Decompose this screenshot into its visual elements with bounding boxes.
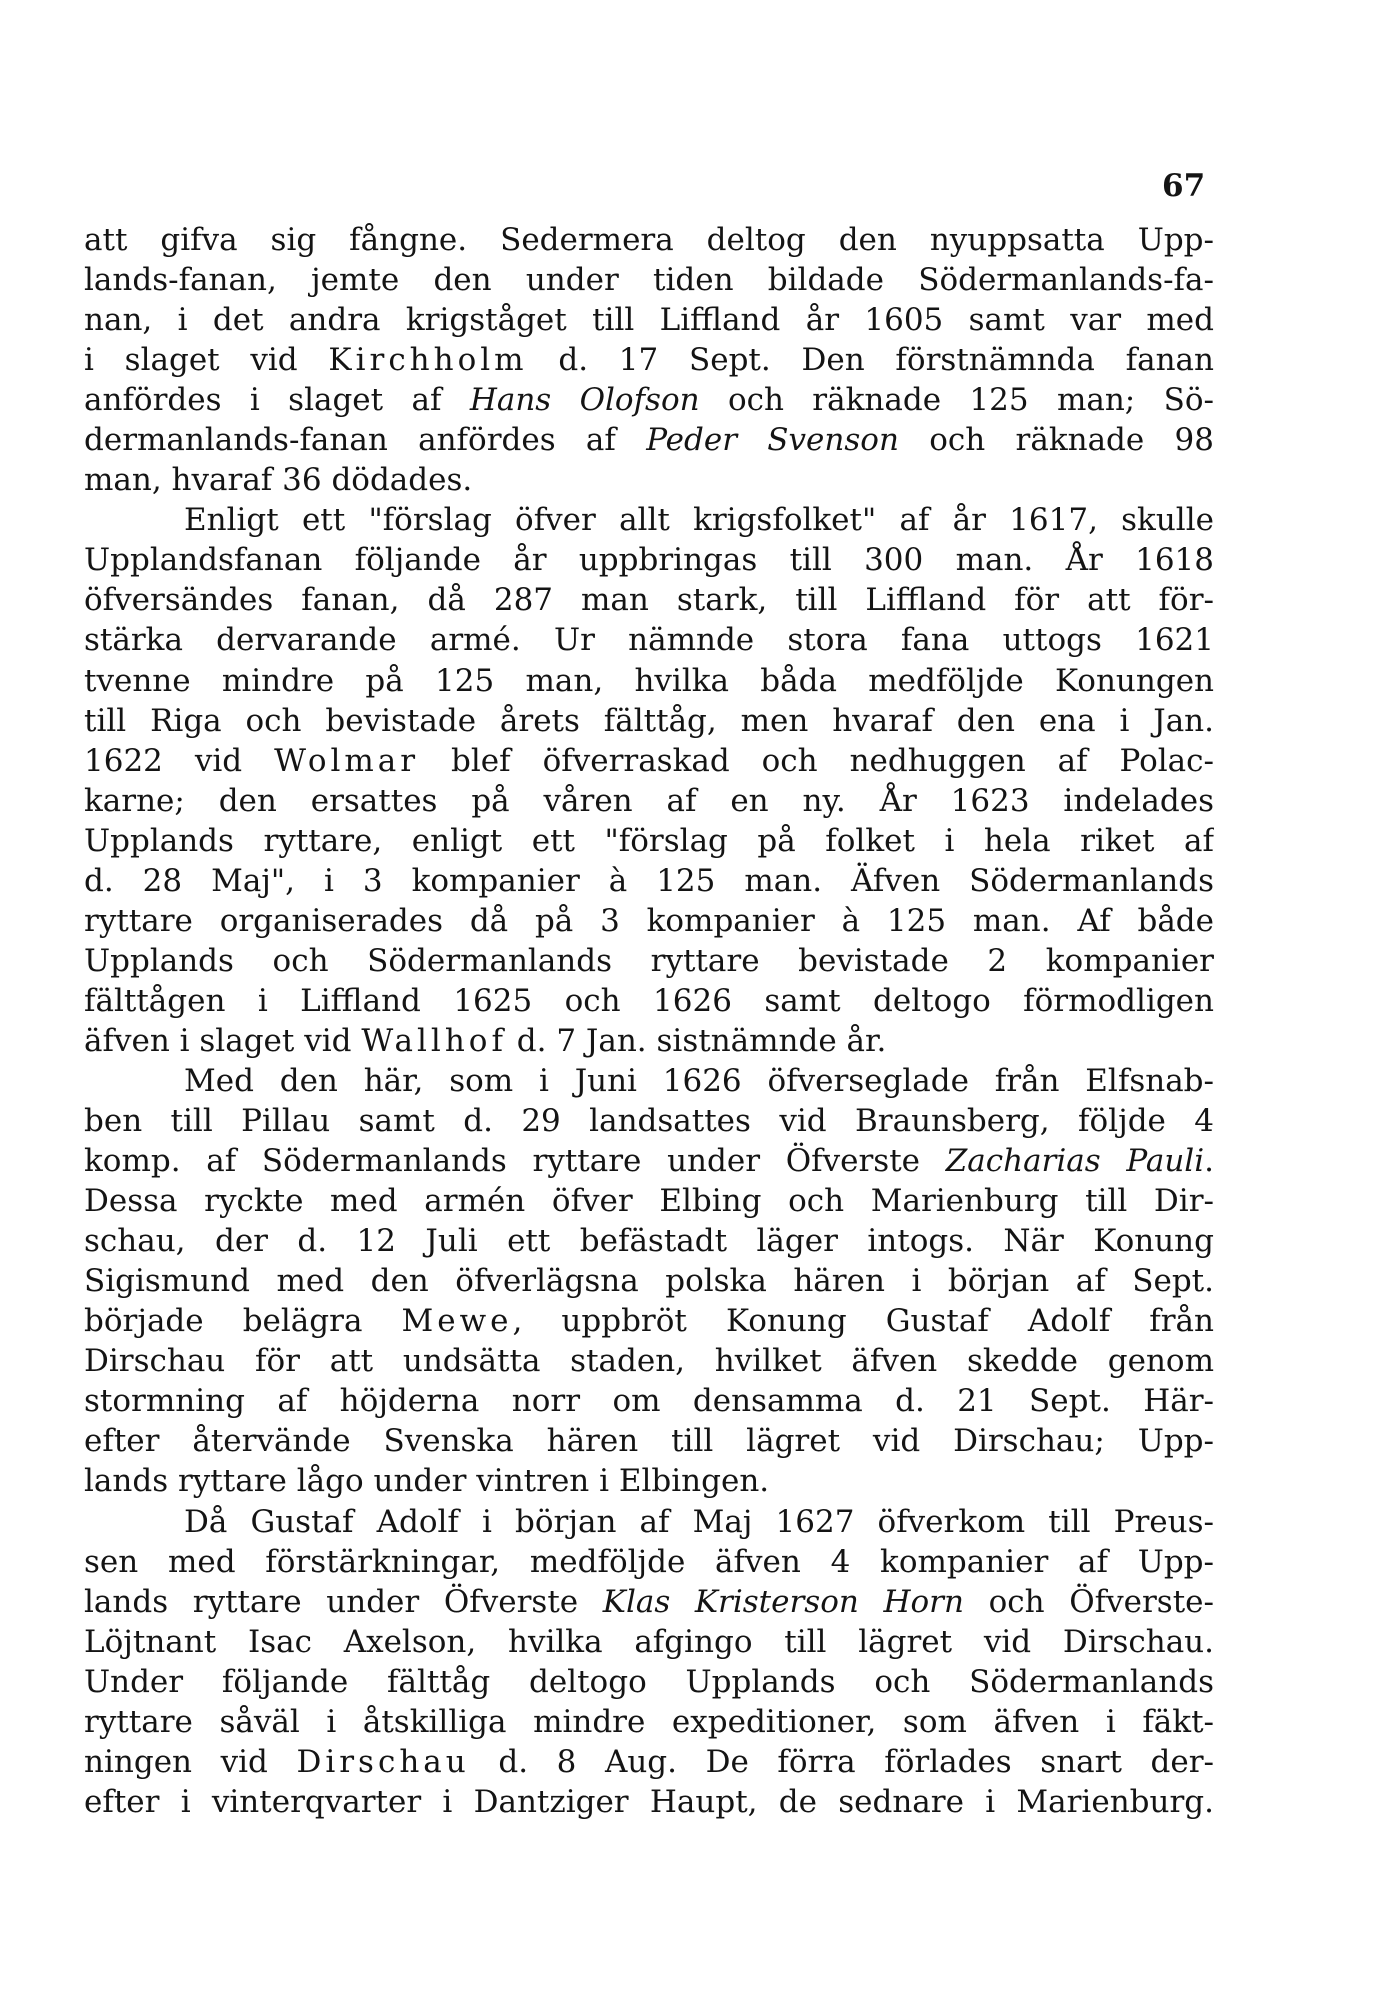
text-span: karne; den ersattes på våren af en ny. År 1623 indelades [84,782,1214,819]
text-line [84,540,1214,580]
text-span: till Riga och bevistade årets fälttåg, men hvaraf den ena i Jan. [84,702,1214,739]
text-span: komp. af Södermanlands ryttare under Öfverste [84,1143,946,1180]
text-line [84,460,1214,500]
text-span: Då Gustaf Adolf i början af Maj 1627 öfverkom till Preus- [184,1503,1214,1540]
text-line [84,901,1214,941]
person-name-italic: Klas Kristerson Horn [602,1583,964,1620]
text-span: ryttare organiserades då på 3 kompanier à 125 man. Af både [84,902,1214,939]
place-name-spaced: Mewe [401,1303,513,1340]
text-span: d. 17 Sept. Den förstnämnda fanan [527,342,1214,379]
text-line [84,861,1214,901]
text-span: d. 8 Aug. De förra förlades snart der- [469,1743,1214,1780]
text-line [84,1702,1214,1742]
text-span: Upplands och Södermanlands ryttare bevistade 2 kompanier [84,942,1214,979]
text-line [84,1181,1214,1221]
text-line [84,1381,1214,1421]
text-span: blef öfverraskad och nedhuggen af Polac- [419,742,1214,779]
text-line [84,1662,1214,1702]
place-name-spaced: Wallhof [361,1022,507,1059]
text-line [84,1782,1214,1822]
text-span: äfven i slaget vid [84,1022,362,1059]
text-line [84,981,1214,1021]
text-span: d. 7 Jan. sistnämnde år. [506,1022,887,1059]
text-line [84,741,1214,781]
text-line [84,1021,1214,1061]
text-line [84,340,1214,380]
text-span: Dirschau för att undsätta staden, hvilket äfven skedde genom [84,1343,1214,1380]
text-span: man, hvaraf 36 dödades. [84,462,473,499]
text-span: Dessa ryckte med armén öfver Elbing och Marienburg till Dir- [84,1183,1214,1220]
text-line [84,1221,1214,1261]
place-name-spaced: Dirschau [296,1743,470,1780]
text-line [84,220,1214,260]
text-span: 1622 vid [84,742,275,779]
text-span: och räknade 125 man; Sö- [699,382,1214,419]
text-span: Upplands ryttare, enligt ett "förslag på folket i hela riket af [84,822,1214,859]
page-number: 67 [1162,168,1206,204]
text-line [84,500,1214,540]
text-line [84,1461,1214,1501]
text-span: d. 28 Maj", i 3 kompanier à 125 man. Äfven Södermanlands [84,862,1214,899]
text-span: och räknade 98 [898,422,1214,459]
text-span: stärka dervarande armé. Ur nämnde stora fana uttogs 1621 [84,622,1214,659]
person-name-italic: Hans Olofson [469,382,700,419]
text-line [84,580,1214,620]
text-line [84,380,1214,420]
text-line [84,701,1214,741]
text-line [84,1742,1214,1782]
text-block [84,220,1214,1822]
text-line [84,1301,1214,1341]
text-span: Enligt ett "förslag öfver allt krigsfolket" af år 1617, skulle [184,502,1214,539]
text-span: stormning af höjderna norr om densamma d. 21 Sept. Här- [84,1383,1214,1420]
text-span: anfördes i slaget af [84,382,470,419]
text-span: öfversändes fanan, då 287 man stark, till Liffland för att för- [84,582,1214,619]
person-name-italic: Peder Svenson [646,422,899,459]
text-line [84,620,1214,660]
text-line [84,260,1214,300]
text-line [84,1341,1214,1381]
text-span: lands-fanan, jemte den under tiden bildade Södermanlands-fa- [84,262,1214,299]
text-span: ben till Pillau samt d. 29 landsattes vid Braunsberg, följde 4 [84,1103,1214,1140]
text-span: ryttare såväl i åtskilliga mindre expeditioner, som äfven i fäkt- [84,1703,1214,1740]
text-line [84,661,1214,701]
text-line [84,1141,1214,1181]
text-span: fälttågen i Liffland 1625 och 1626 samt deltogo förmodligen [84,982,1214,1019]
text-span: , uppbröt Konung Gustaf Adolf från [512,1303,1214,1340]
text-span: att gifva sig fångne. Sedermera deltog den nyuppsatta Upp- [84,222,1214,258]
text-span: efter i vinterqvarter i Dantziger Haupt, de sednare i Marienburg. [84,1783,1214,1820]
text-span: schau, der d. 12 Juli ett befästadt läger intogs. När Konung [84,1223,1214,1260]
place-name-spaced: Wolmar [274,742,420,779]
text-span: i slaget vid [84,342,329,379]
text-span: sen med förstärkningar, medföljde äfven 4 kompanier af Upp- [84,1543,1214,1580]
text-span: lands ryttare under Öfverste [84,1583,603,1620]
person-name-italic: Zacharias Pauli [945,1143,1205,1180]
text-span: började belägra [84,1303,402,1340]
text-line [84,420,1214,460]
text-line [84,1101,1214,1141]
text-span: tvenne mindre på 125 man, hvilka båda medföljde Konungen [84,662,1214,699]
text-span: efter återvände Svenska hären till lägret vid Dirschau; Upp- [84,1423,1214,1460]
text-span: . [1204,1143,1214,1180]
text-span: ningen vid [84,1743,297,1780]
text-span: lands ryttare lågo under vintren i Elbingen. [84,1463,770,1500]
text-span: Med den här, som i Juni 1626 öfverseglade från Elfsnab- [184,1062,1214,1099]
text-line [84,821,1214,861]
text-line [84,1542,1214,1582]
text-span: dermanlands-fanan anfördes af [84,422,647,459]
text-line [84,941,1214,981]
text-span: Sigismund med den öfverlägsna polska hären i början af Sept. [84,1263,1214,1300]
text-line [84,1061,1214,1101]
text-line [84,300,1214,340]
text-line [84,1502,1214,1542]
text-span: Under följande fälttåg deltogo Upplands och Södermanlands [84,1663,1214,1700]
text-line [84,1582,1214,1622]
place-name-spaced: Kirchholm [328,342,528,379]
text-line [84,781,1214,821]
text-span: Upplandsfanan följande år uppbringas till 300 man. År 1618 [84,542,1214,579]
text-span: nan, i det andra krigståget till Liffland år 1605 samt var med [84,302,1214,339]
text-line [84,1261,1214,1301]
text-line [84,1622,1214,1662]
text-line [84,1421,1214,1461]
text-span: och Öfverste- [963,1583,1214,1620]
text-span: Löjtnant Isac Axelson, hvilka afgingo till lägret vid Dirschau. [84,1623,1214,1660]
